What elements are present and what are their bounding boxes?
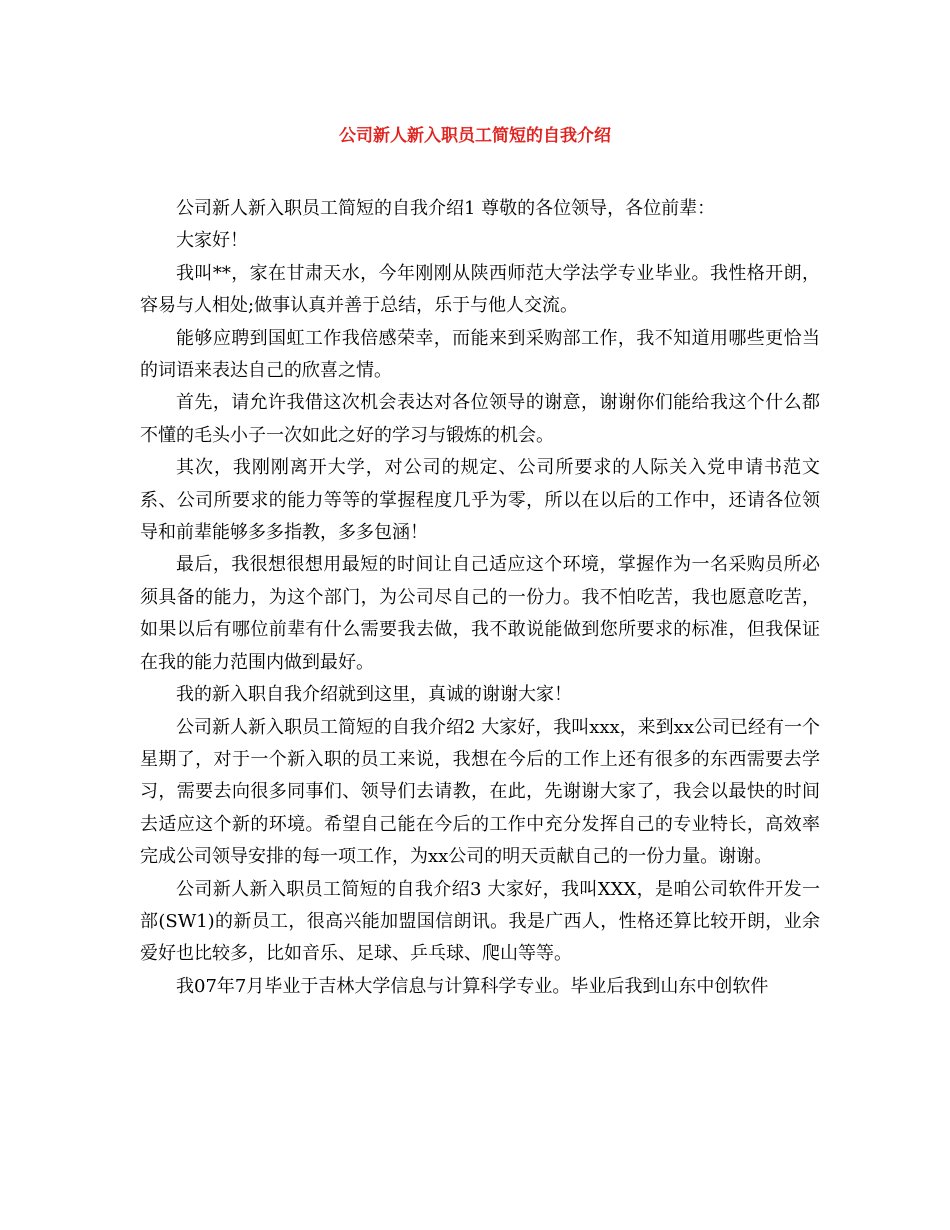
- paragraph-3: 我叫**，家在甘肃天水，今年刚刚从陕西师范大学法学专业毕业。我性格开朗，容易与人相处;做事认真并善于总结，乐于与他人交流。: [140, 262, 820, 317]
- paragraph-1: 公司新人新入职员工简短的自我介绍1 尊敬的各位领导，各位前辈：: [176, 198, 716, 219]
- paragraph-9: 公司新人新入职员工简短的自我介绍2 大家好，我叫xxx，来到xx公司已经有一个星期了，对于一个新入职的员工来说，我想在今后的工作上还有很多的东西需要去学习，需要去向很多同事们、领导们去请教，在此，先谢谢大家了，我会以最快的时间去适应这个新的环境。希望自己能在今后的工作中充分发挥自己的专业特长，高效率完成公司领导安排的每一项工作，为xx公司的明天贡献自己的一份力量。谢谢。: [140, 716, 820, 868]
- paragraph-7: 最后，我很想很想用最短的时间让自己适应这个环境，掌握作为一名采购员所必须具备的能力，为这个部门，为公司尽自己的一份力。我不怕吃苦，我也愿意吃苦，如果以后有哪位前辈有什么需要我去做，我不敢说能做到您所要求的标准，但我保证在我的能力范围内做到最好。: [140, 554, 820, 673]
- paragraph-2: 大家好！: [176, 230, 248, 252]
- paragraph-4: 能够应聘到国虹工作我倍感荣幸，而能来到采购部工作，我不知道用哪些更恰当的词语来表达自己的欣喜之情。: [140, 327, 820, 382]
- paragraph-6: 其次，我刚刚离开大学，对公司的规定、公司所要求的人际关入党申请书范文系、公司所要求的能力等等的掌握程度几乎为零，所以在以后的工作中，还请各位领导和前辈能够多多指教，多多包涵！: [140, 457, 820, 544]
- paragraph-10: 公司新人新入职员工简短的自我介绍3 大家好，我叫XXX，是咱公司软件开发一部(SW1)的新员工，很高兴能加盟国信朗讯。我是广西人，性格还算比较开朗，业余爱好也比较多，比如音乐、足球、乒乓球、爬山等等。: [140, 878, 820, 965]
- paragraph-11: 我07年7月毕业于吉林大学信息与计算科学专业。毕业后我到山东中创软件: [176, 975, 769, 997]
- document-title: 公司新人新入职员工简短的自我介绍: [339, 126, 611, 146]
- paragraph-5: 首先，请允许我借这次机会表达对各位领导的谢意，谢谢你们能给我这个什么都不懂的毛头小子一次如此之好的学习与锻炼的机会。: [140, 392, 820, 446]
- document-body: [140, 193, 820, 1003]
- paragraph-8: 我的新入职自我介绍就到这里，真诚的谢谢大家！: [176, 684, 572, 706]
